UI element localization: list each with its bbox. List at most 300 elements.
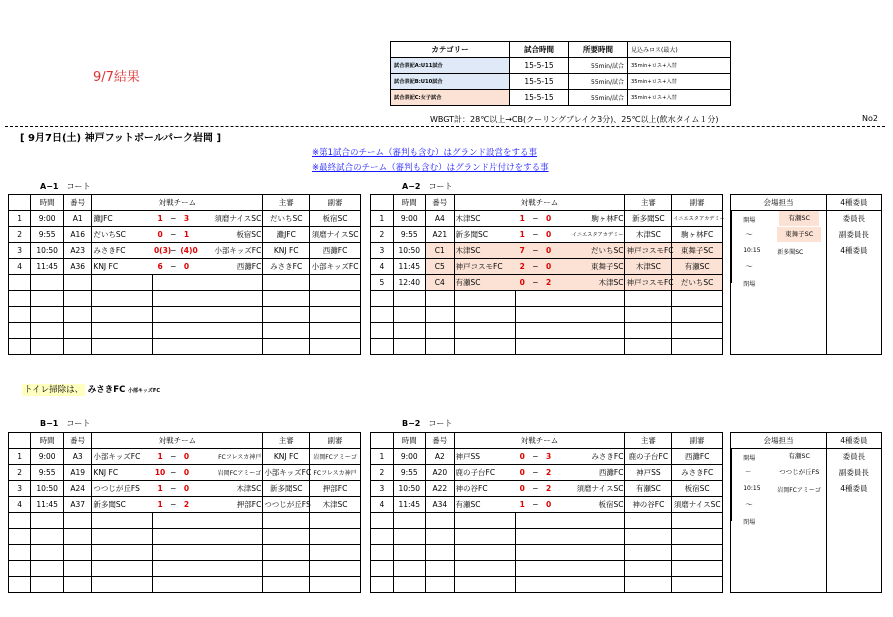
score-dash: − — [529, 465, 541, 481]
home-score: 1 — [515, 211, 529, 227]
header-match: 対戦チーム — [92, 195, 263, 211]
home-score: 1 — [153, 481, 167, 497]
table-row — [9, 259, 882, 275]
home-score: 0(3) — [153, 243, 167, 259]
cat-loss: 35min+ロス+入替 — [628, 58, 731, 74]
empty-cell — [263, 323, 310, 339]
table-row — [9, 513, 882, 529]
header-sub: 副審 — [672, 433, 723, 449]
match-number: A22 — [426, 481, 454, 497]
match-number: A3 — [63, 449, 91, 465]
match-no: 3 — [371, 243, 393, 259]
spacer-cell — [723, 307, 731, 323]
score-dash: − — [167, 227, 179, 243]
score-dash: − — [529, 227, 541, 243]
kaijo-open-team: 有瀬SC — [779, 211, 819, 226]
empty-cell — [542, 561, 556, 577]
away-team: 木津SC — [556, 275, 625, 291]
empty-cell — [63, 561, 91, 577]
empty-cell — [179, 529, 193, 545]
home-team: 灘JFC — [92, 211, 153, 227]
empty-cell — [393, 561, 426, 577]
kaijo-open: 開場 — [743, 217, 756, 224]
spacer-cell — [723, 449, 731, 465]
empty-cell — [179, 323, 193, 339]
match-time: 9:00 — [31, 211, 64, 227]
empty-cell — [529, 577, 541, 593]
empty-cell — [167, 307, 179, 323]
match-no: 1 — [9, 449, 31, 465]
sub-referee: みさきFC — [672, 465, 723, 481]
home-team: KNJ FC — [92, 259, 153, 275]
empty-cell — [542, 291, 556, 307]
empty-cell — [179, 513, 193, 529]
kaijo-cell — [731, 561, 827, 577]
empty-cell — [426, 545, 454, 561]
empty-cell — [454, 545, 515, 561]
referee: つつじが丘FS — [263, 497, 310, 513]
spacer-cell — [723, 433, 731, 449]
table-row — [9, 291, 882, 307]
score-dash: − — [167, 243, 179, 259]
empty-cell — [31, 291, 64, 307]
committee-cell — [826, 211, 881, 227]
away-team: 西灘FC — [194, 259, 263, 275]
kaijo-tilde-team: つつじが丘FS — [779, 467, 820, 476]
spacer-cell — [360, 307, 370, 323]
referee: KNJ FC — [263, 243, 310, 259]
empty-cell — [92, 291, 153, 307]
home-score: 1 — [153, 449, 167, 465]
score-dash: − — [529, 449, 541, 465]
kaijo-cell — [731, 529, 827, 545]
notice-cleanup: ※最終試合のチーム（審判も含む）はグランド片付けをする事 — [312, 163, 549, 173]
empty-cell — [63, 291, 91, 307]
empty-cell — [393, 307, 426, 323]
cat-req: 55min/試合 — [569, 74, 628, 90]
match-no: 5 — [371, 275, 393, 291]
empty-cell — [263, 545, 310, 561]
empty-cell — [31, 529, 64, 545]
match-number: A1 — [63, 211, 91, 227]
empty-cell — [194, 291, 263, 307]
empty-cell — [31, 545, 64, 561]
header-no — [371, 195, 393, 211]
committee-cell — [826, 545, 881, 561]
schedule-grid-bottom — [8, 432, 882, 593]
away-score: 0 — [179, 465, 193, 481]
empty-cell — [194, 577, 263, 593]
empty-cell — [625, 339, 672, 355]
empty-cell — [92, 561, 153, 577]
match-number: C1 — [426, 243, 454, 259]
match-no: 4 — [371, 497, 393, 513]
match-number: A37 — [63, 497, 91, 513]
sub-referee: だいちSC — [672, 275, 723, 291]
cat-header-category: カテゴリー — [391, 42, 510, 58]
cat-loss: 35min+ロス+入替 — [628, 90, 731, 106]
score-dash: − — [167, 465, 179, 481]
match-number: A20 — [426, 465, 454, 481]
header-num: 番号 — [63, 195, 91, 211]
match-number: A4 — [426, 211, 454, 227]
kaijo-open-team: 有瀬SC — [788, 452, 811, 460]
home-score: 7 — [515, 243, 529, 259]
wbgt-note: WBGT計：28℃以上→CB(クーリングブレイク3分)、25℃以上(飲水タイム１分) — [430, 115, 719, 124]
spacer-cell — [723, 561, 731, 577]
match-time: 10:50 — [393, 243, 426, 259]
match-number: A2 — [426, 449, 454, 465]
kaijo-open: 開場 — [743, 455, 756, 462]
away-team: 木津SC — [194, 481, 263, 497]
header-row — [9, 195, 882, 211]
header-no — [9, 433, 31, 449]
match-number: A24 — [63, 481, 91, 497]
away-team: 板宿SC — [194, 227, 263, 243]
referee: 木津SC — [625, 259, 672, 275]
away-score: 2 — [542, 465, 556, 481]
away-score: 0 — [179, 449, 193, 465]
empty-cell — [92, 307, 153, 323]
committee-cell — [826, 323, 881, 339]
spacer-cell — [723, 323, 731, 339]
empty-cell — [454, 291, 515, 307]
empty-cell — [167, 275, 179, 291]
result-title: 9/7結果 — [93, 70, 140, 85]
score-dash: − — [167, 259, 179, 275]
empty-cell — [556, 577, 625, 593]
empty-cell — [194, 545, 263, 561]
spacer-cell — [723, 195, 731, 211]
empty-cell — [263, 577, 310, 593]
sub-referee: 須磨ナイスSC — [672, 497, 723, 513]
score-dash: − — [529, 275, 541, 291]
empty-cell — [625, 545, 672, 561]
away-score: 0 — [179, 481, 193, 497]
sub-referee: 東舞子SC — [672, 243, 723, 259]
spacer-cell — [723, 513, 731, 529]
header-no — [9, 195, 31, 211]
away-team: だいちSC — [556, 243, 625, 259]
toilet-team: みさきFC — [87, 385, 126, 395]
empty-cell — [515, 339, 529, 355]
spacer-cell — [360, 465, 370, 481]
empty-cell — [454, 577, 515, 593]
spacer-cell — [360, 433, 370, 449]
match-time: 9:00 — [393, 449, 426, 465]
empty-cell — [92, 323, 153, 339]
empty-cell — [454, 513, 515, 529]
notice-setup: ※第1試合のチーム（審判も含む）はグランド設営をする事 — [312, 148, 538, 158]
sub-referee: イニエスタアカデミー — [672, 211, 723, 227]
home-team: 新多聞SC — [454, 227, 515, 243]
referee: 神戸コスモFC — [625, 275, 672, 291]
empty-cell — [179, 291, 193, 307]
committee-cell — [826, 227, 881, 243]
match-time: 9:55 — [31, 465, 64, 481]
empty-cell — [625, 561, 672, 577]
spacer-cell — [360, 227, 370, 243]
match-time: 10:50 — [393, 481, 426, 497]
empty-cell — [454, 529, 515, 545]
table-row — [9, 339, 882, 355]
header-time: 時間 — [393, 195, 426, 211]
empty-cell — [63, 529, 91, 545]
empty-cell — [194, 529, 263, 545]
kaijo-cell — [731, 243, 827, 259]
spacer-cell — [360, 259, 370, 275]
sub-referee: 木津SC — [310, 497, 361, 513]
committee-cell — [826, 561, 881, 577]
spacer-cell — [723, 259, 731, 275]
empty-cell — [529, 291, 541, 307]
toilet-team-small: 小部キッズFC — [128, 388, 161, 394]
table-row — [9, 227, 882, 243]
away-team: 小部キッズFC — [194, 243, 263, 259]
cat-loss: 35min+ロス+入替 — [628, 74, 731, 90]
match-number: A23 — [63, 243, 91, 259]
match-number: A36 — [63, 259, 91, 275]
empty-cell — [194, 561, 263, 577]
match-no: 2 — [9, 227, 31, 243]
committee-cell — [826, 339, 881, 355]
kaijo-tilde: 〜 — [745, 468, 752, 476]
spacer-cell — [360, 561, 370, 577]
away-score: 3 — [542, 449, 556, 465]
empty-cell — [672, 307, 723, 323]
kaijo-cell — [731, 577, 827, 593]
spacer-cell — [360, 339, 370, 355]
referee: 新多聞SC — [263, 481, 310, 497]
empty-cell — [167, 291, 179, 307]
empty-cell — [167, 545, 179, 561]
empty-cell — [515, 577, 529, 593]
kaijo-arrow-line — [731, 449, 732, 521]
spacer-cell — [723, 545, 731, 561]
match-no: 4 — [371, 259, 393, 275]
home-team: 神戸コスモFC — [454, 259, 515, 275]
away-team: 須磨ナイスSC — [556, 481, 625, 497]
spacer-cell — [360, 195, 370, 211]
empty-cell — [542, 307, 556, 323]
committee-cell — [826, 577, 881, 593]
referee: 木津SC — [625, 227, 672, 243]
cat-row-b: 試合表記B:U10試合 — [391, 74, 510, 90]
kaijo-cell — [731, 323, 827, 339]
empty-cell — [556, 307, 625, 323]
empty-cell — [310, 513, 361, 529]
empty-cell — [153, 291, 167, 307]
away-score: 0 — [542, 243, 556, 259]
score-dash: − — [529, 481, 541, 497]
cat-req: 55min/試合 — [569, 58, 628, 74]
empty-cell — [92, 275, 153, 291]
cat-time: 15-5-15 — [510, 58, 569, 74]
home-score: 0 — [515, 465, 529, 481]
empty-cell — [529, 513, 541, 529]
match-no: 2 — [9, 465, 31, 481]
home-score: 1 — [515, 227, 529, 243]
empty-cell — [310, 275, 361, 291]
committee-cell — [826, 291, 881, 307]
header-num: 番号 — [63, 433, 91, 449]
empty-cell — [153, 307, 167, 323]
empty-cell — [179, 275, 193, 291]
empty-cell — [310, 561, 361, 577]
away-score: 0 — [542, 497, 556, 513]
referee: みさきFC — [263, 259, 310, 275]
spacer-cell — [723, 339, 731, 355]
match-time: 10:50 — [31, 243, 64, 259]
empty-cell — [454, 339, 515, 355]
empty-cell — [167, 561, 179, 577]
cat-header-loss: 見込みロス(最大) — [628, 42, 731, 58]
committee-cell — [826, 497, 881, 513]
empty-cell — [92, 577, 153, 593]
match-no: 2 — [371, 227, 393, 243]
empty-cell — [310, 307, 361, 323]
cat-row-a: 試合表記A:U11試合 — [391, 58, 510, 74]
empty-cell — [515, 323, 529, 339]
header-row — [9, 433, 882, 449]
sub-referee: 有瀬SC — [672, 259, 723, 275]
empty-cell — [153, 275, 167, 291]
away-score: 0 — [179, 259, 193, 275]
empty-cell — [672, 529, 723, 545]
empty-cell — [31, 339, 64, 355]
kaijo-tilde: 〜 — [745, 229, 753, 239]
empty-cell — [556, 561, 625, 577]
empty-cell — [426, 577, 454, 593]
spacer-cell — [360, 577, 370, 593]
empty-cell — [63, 275, 91, 291]
match-no — [9, 307, 31, 323]
header-ref: 主審 — [263, 433, 310, 449]
empty-cell — [515, 291, 529, 307]
spacer-cell — [360, 211, 370, 227]
match-no — [371, 545, 393, 561]
court-b1-label: B−1 コート — [40, 419, 91, 428]
page-number: No2 — [862, 114, 878, 123]
match-no — [371, 561, 393, 577]
empty-cell — [167, 577, 179, 593]
kaijo-cell — [731, 259, 827, 275]
match-no: 1 — [371, 211, 393, 227]
empty-cell — [393, 529, 426, 545]
committee-cell — [826, 529, 881, 545]
empty-cell — [672, 291, 723, 307]
score-dash: − — [529, 243, 541, 259]
empty-cell — [542, 529, 556, 545]
empty-cell — [179, 545, 193, 561]
match-no — [9, 545, 31, 561]
empty-cell — [92, 529, 153, 545]
match-time: 9:00 — [393, 211, 426, 227]
home-team: 神の谷FC — [454, 481, 515, 497]
table-row — [9, 465, 882, 481]
kaijo-cell — [731, 545, 827, 561]
table-row — [9, 323, 882, 339]
match-time: 11:45 — [31, 497, 64, 513]
header-match: 対戦チーム — [92, 433, 263, 449]
away-team: 東舞子SC — [556, 259, 625, 275]
empty-cell — [63, 323, 91, 339]
spacer-cell — [360, 529, 370, 545]
referee: 鹿の子台FC — [625, 449, 672, 465]
home-score: 0 — [515, 481, 529, 497]
spacer-cell — [723, 275, 731, 291]
court-b2-label: B−2 コート — [402, 419, 453, 428]
table-row — [9, 481, 882, 497]
referee: 神戸SS — [625, 465, 672, 481]
home-score: 2 — [515, 259, 529, 275]
kaijo-tilde: 〜 — [745, 499, 753, 509]
header-committee: 4種委員 — [826, 433, 881, 449]
match-no: 3 — [9, 243, 31, 259]
kaijo-cell — [731, 211, 827, 227]
away-team: 駒ヶ林FC — [556, 211, 625, 227]
header-time: 時間 — [31, 195, 64, 211]
away-team: みさきFC — [556, 449, 625, 465]
spacer-cell — [360, 481, 370, 497]
kaijo-tilde-team: 東舞子SC — [777, 227, 821, 242]
empty-cell — [167, 513, 179, 529]
away-team: 板宿SC — [556, 497, 625, 513]
kaijo-cell — [731, 307, 827, 323]
empty-cell — [542, 323, 556, 339]
kaijo-cell — [731, 481, 827, 497]
cat-row-c: 試合表記C:女子試合 — [391, 90, 510, 106]
kaijo-cell — [731, 291, 827, 307]
away-score: 2 — [542, 481, 556, 497]
spacer-cell — [360, 323, 370, 339]
committee-cell — [826, 465, 881, 481]
header-num: 番号 — [426, 433, 454, 449]
empty-cell — [556, 545, 625, 561]
referee: KNJ FC — [263, 449, 310, 465]
committee-cell — [826, 259, 881, 275]
sub-referee: 西灘FC — [672, 449, 723, 465]
committee-cell — [826, 481, 881, 497]
referee: 神戸コスモFC — [625, 243, 672, 259]
away-team: 西灘FC — [556, 465, 625, 481]
empty-cell — [263, 561, 310, 577]
match-no: 4 — [9, 259, 31, 275]
home-team: 神戸SS — [454, 449, 515, 465]
empty-cell — [556, 323, 625, 339]
empty-cell — [426, 529, 454, 545]
sub-referee: FCフレスカ神戸 — [310, 465, 361, 481]
match-no — [9, 513, 31, 529]
table-row — [9, 529, 882, 545]
match-time: 11:45 — [31, 259, 64, 275]
empty-cell — [515, 513, 529, 529]
home-team: 新多聞SC — [92, 497, 153, 513]
empty-cell — [426, 291, 454, 307]
empty-cell — [529, 307, 541, 323]
committee-member: 4種委員 — [840, 484, 868, 493]
referee: 有瀬SC — [625, 481, 672, 497]
spacer-cell — [723, 529, 731, 545]
empty-cell — [263, 339, 310, 355]
empty-cell — [167, 323, 179, 339]
sub-referee: 板宿SC — [672, 481, 723, 497]
empty-cell — [672, 545, 723, 561]
away-score: (4)0 — [179, 243, 193, 259]
committee-chair: 委員長 — [842, 452, 866, 462]
table-row — [9, 243, 882, 259]
home-team: つつじが丘FS — [92, 481, 153, 497]
